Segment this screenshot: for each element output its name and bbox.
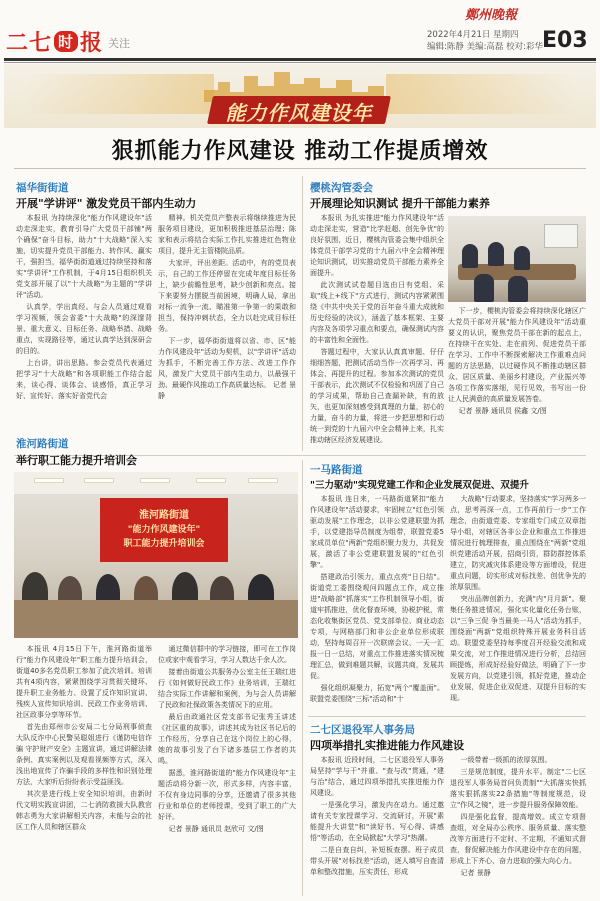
paragraph: 强化组织凝聚力，拓宽"两个"覆盖面"。联盟党委围绕"三标"活动和"十 [310,684,444,703]
photo-lamp [140,478,170,483]
screen-text-line2: "能力作风建设年" [127,525,201,535]
article-body-huaihe-col2 [158,644,296,896]
paragraph: 记者 景静 [460,869,491,877]
photo-ceiling [14,472,298,494]
paragraph: 一级带着一级抓的浓厚氛围。 [460,756,552,764]
photo-person [514,246,530,270]
article-title-fuhua: 开展"学讲评" 激发党员干部内生动力 [16,197,197,210]
photo-lamp [248,478,278,483]
paragraph: 首先由郑州市公安局二七分局刑事侦查大队反诈中心民警吴聪姐进行《谨防电信诈骗 守护财产安全》主题宣讲，通过讲解法律条例、真实案例以及观看视频等方式，深入浅出地宣传了诈骗手段的多样性和识别处理方法，大家听后纷纷表示受益匪浅。 [16,723,152,786]
paper-name-post: 报 [80,31,104,56]
column-divider [302,460,303,896]
paragraph: 此次测试试卷题目选由日有党组、采取"线上+线下"方式进行，测试内容紧紧围绕《中共中央关于党的百年奋斗重大成就和历史经验的决议》，涵盖了基本框架、主要内容及各项学习重点和要点，确保测试内容的丰富性和全面性。 [310,281,444,344]
paragraph: 通过微信群中的学习链接，即可在工作岗位或家中观看学习，学习人数达千余人次。 [158,645,296,664]
paragraph: 精神。机关党员产整表示将继续推进为民服务项目建设，更加积极推进基层治理；陈家和表示将结合实际工作扎实推进红色物业项目，提升无主管楼院品质。 [158,214,296,255]
paragraph: 接着由街道公共服务办公室主任王瑞红进行《如何做好民政工作》业务培训，王瑞红结合实际工作讲解和案例，为与会人员讲解了民政和社保政策各类情况下的应用。 [158,668,296,709]
photo-person [508,276,528,302]
article-body-fuhua-col1 [16,213,152,449]
section-label: 关注 [108,37,130,50]
paragraph: 四是强化监督，提高增效。成立专项督查组，对全局办公秩序、服务质量、落实整改等方面进行不定时、不定期，不通知式督查，督促解决能力作风建设中存在的问题，形成上下齐心、奋力进取的强大向心力。 [450,813,586,865]
photo-knowledge-test [448,216,586,302]
column-divider [302,176,303,451]
banner-decoration-right [386,74,576,114]
masthead-rule-thin [4,62,596,63]
paper-name [6,26,103,57]
photo-person [488,242,504,266]
paragraph: 一是强化学习，激发内在动力。通过邀请有关专家授课学习、交流研讨，开展"素能提升大讲堂"和"读好书、写心得、讲感悟"等活动，在全局掀起"大学习"热潮。 [310,801,444,842]
photo-screen [544,224,578,248]
screen-text-line1: 淮河路街道 [139,510,189,521]
article-title-yima: "三力驱动"实现党建工作和企业发展双促进、双提升 [310,480,529,491]
paragraph: 本报讯 4月15日下午，淮河路街道举行"能力作风建设年"职工能力提升培训会，街道40多名党员职工参加了此次培训。培训共有4项内容，紧紧围绕学习贯彻关键环、提升职工业务能力、设置了反诈知识宣讲、残疾人宣传知识培训、民政工作业务培训、社区政事分享等环节。 [16,645,152,719]
section-divider [308,716,586,717]
masthead [0,0,600,62]
paragraph: 其次是进行线上安全知识培训，由新时代文明实践宣讲团，二七消防救援大队教官韩志勇为大家讲解相关内容，未能与会的社区工作人员和辖区群众 [16,790,152,831]
paragraph: 据悉，淮河路街道的"能力作风建设年"主题活动将分新一次，形式多样，内容丰富，不仅有身边同事的分享，还邀请了很多其他行业和单位的老师授课，受到了职工的广大好评。 [158,769,296,821]
photo-person [474,274,494,302]
paragraph: 本报讯 连日来，一马路街道紧扣"能力作风建设年"活动要求，牢固树立"红色引领 驱动发展"工作理念，以非公党建联盟为抓手，以党建指导员制度为组带，联盟党委5家成员单位"两新"党组织聚力发力，共促发展，激活了非公党建联盟发展的"红色引擎"。 [310,495,444,569]
article-body-erqi-col1 [310,755,444,897]
screen-text-line3: 职工能力提升培训会 [123,539,205,549]
photo-lamp [34,478,64,483]
photo-lamp [196,478,226,483]
photo-projection-screen [100,498,228,562]
article-body-yima-col1 [310,494,444,712]
photo-training-meeting [14,472,298,638]
article-body-yingtao-col2 [448,306,586,449]
paper-name-badge: 时 [54,31,78,52]
paper-name-pre: 二七 [6,31,53,56]
paragraph: 答题过程中，大家认认真真审题、仔仔细细答题，把测试活动当作一次再学习、再体会、再提升的过程。参加本次测试的党员干部表示，此次测试不仅检验和巩固了自己的学习成果，帮助自己查漏补缺，有的放矢，也更加深刻感受到真理的力量，初心的力量，奋斗的力量，将进一步把思想和行动统一到党的十九届六中全会精神上来，扎实推动辖区经济发展建设。 [310,348,444,444]
paragraph: 最后由政通社区党支部书记张秀玉讲述《社区重的故事》，讲述其成为社区书记后的工作经历，分享自己在这个岗位上的心得，她的故事引发了台下诸多基层工作者的共鸣。 [158,713,296,765]
article-title-erqi: 四项举措扎实推进能力作风建设 [310,739,464,752]
paragraph: 下一步，樱桃沟管委会将持续深化辖区广大党员干部对开展"能力作风建设年"活动重要义的认识，聚焦党员干部在新的起点上，在持续干在实处、走在前列、促进党员干部在学习、工作中不断探索解决工作重难点问题的方法思路，以过硬作风不断推动辖区群众、居区质量、美丽乡村建设，产业振兴等各项工作落实落细，见行见效，书写出一份让人民满意的高质量发展答卷。 [448,307,586,403]
section-fuhua: 福华街街道 [16,182,69,194]
paragraph: 本报讯 为扎实推进"能力作风建设年"活动走深走实，营造"比学赶超、创先争优"的良好氛围，近日，樱桃沟管委会集中组织全体党员干部学习党的十九届六中全会精神理论知识测试，切实推动党员干部能力素养全面提升。 [310,214,444,277]
article-body-huaihe-col1 [16,644,152,896]
paragraph: 三是规范制度，提升水平。制定"二七区退役军人事务局首问负责制""大抓落实快抓落实狠抓落实22条措施"等制度规范，设立"作风之镜"，进一步提升服务保障效能。 [450,768,586,809]
photo-person [462,244,478,268]
section-erqi: 二七区退役军人事务局 [310,724,415,736]
page-headline: 狠抓能力作风建设 推动工作提质增效 [111,139,489,164]
banner-title: 能力作风建设年 [225,101,373,125]
section-huaihe: 淮河路街道 [16,438,69,450]
issue-date: 2022年4月21日 星期四 [427,30,519,40]
photo-lamp [84,478,114,483]
publisher-logo: 鄭州晚報 [465,8,518,23]
paragraph: 记者 景静 通讯员 侯鑫 文/图 [458,407,547,415]
section-yingtao: 樱桃沟管委会 [310,182,373,194]
paragraph: 大战略"行动要求，坚持落实"学习两多一点，思考再深一点，工作再前行一步"工作理念，由街道党委、专家组专门成立双章指导小组，对辖区各非公企业和重点工作推进情况进行梳理排查，重点围绕在"两新"党组织党建活动开展，招商引资，群防群控体系建立，防灾减灾体系建设等方面增设，促进重点问题，切实形成对标找差、创优争先的浓厚氛围。 [450,495,586,591]
page-number: E03 [542,28,588,53]
article-body-erqi-col2 [450,755,586,897]
campaign-banner [4,64,596,128]
paragraph: 下一步，福华街街道将以省、市、区"能力作风建设年"活动为契机，以"学讲评"活动为抓手，不断完善工作方法、改进工作作风，激发广大党员干部内生动力，以最强干劲、最硬作风推动工作高质量达标。 记者 景静 [158,337,296,400]
paragraph: 搭建政治引领力，重点点亮"日日结"。街道党工委围绕观问四题点工作，成立推进"战略部"抓落实"工作机制领导小组，街道牢抓推进，优化督查环境，协税护税，常态化收集街区党员、党支部单位、商业动态专项，与网格部门和非公企业单位形成联动，坚持每周召开一次联席会议、一天一汇报一日一总结，对重点工作推进落实情况梳理汇总，做到难题共解，议题共商，发展共促。 [310,573,444,680]
paragraph: 记者 景静 通讯员 赵欣可 文/图 [168,825,264,833]
paragraph: 突出品牌创新力，充满"内"月月新"。聚集任务推进情况，强化实化量化任务台账，以"三争三促 争当最美一马人"活动为抓手，围绕面"两新"党组织特殊开展业务科目活动。联盟党委坚持每季度召开经验交流和成果交流，对工作推进情况进行分析，总结回顾提炼，形成好经验好做法，明确了下一步发展方向，以党建引领，抓好党建，推动企业发展，促进企业双促进、双提升目标的实现。 [450,595,586,702]
photo-desk [14,600,298,638]
article-body-yima-col2 [450,494,586,712]
paragraph: 大家评，评出差距。活动中，有的党员表示，自己的工作还停留在完成年度目标任务上，缺少前瞻性思考，缺少创新和亮点。接下来要努力摆脱当前困境，明确人局，拿出对标一流争一流、瞄准第一争第一的果敢和担当，保持冲刺状态，全力以赴完成目标任务。 [158,259,296,333]
article-body-fuhua-col2 [158,213,296,449]
banner-decoration-left [24,74,214,114]
paragraph: 认真学，学出真经。与会人员通过观看学习视频，领会省委"十大战略"的深邃背景、重大意义、目标任务、战略举措、战略重点，实现路径等，通过认真学达到深研会的目的。 [16,303,152,355]
editor-credits: 编辑:陈静 美编:高磊 校对:彩华 [427,42,543,52]
paragraph: 上台讲，讲出思路。参会党员代表通过把学习"十大战略"和各项职能工作结合起来，谈心得、谈体会、谈感悟，真正学习好、宣传好、落实好省党代会 [16,359,152,400]
article-title-huaihe: 举行职工能力提升培训会 [16,454,137,467]
paragraph: 二是自查自纠，补短板查摆。班子成员带头开展"对标找差"活动，逐人填写自查清单和整改措施，压实责任，形成 [310,846,444,876]
paragraph: 本报讯 近段时间，二七区退役军人事务局坚持"学与干"并重、"查与改"贯通，"建与治"结合，通过四项举措扎实推进能力作风建设。 [310,756,444,797]
paragraph: 本报讯 为持续深化"能力作风建设年"活动走深走实，教育引导广大党员干部铺"两个确保"奋斗目标，助力"十大战略"深入实施，切实提升党员干部能力、转作风、赢实干，强担当，福华街街道通过持续坚持和落实"学讲评"工作机制，于4月15日组织机关党支部开展了以"十大战略"为主题的"学讲评"活动。 [16,214,152,299]
section-yima: 一马路街道 [310,464,363,476]
article-body-yingtao-col1 [310,213,444,449]
article-title-yingtao: 开展理论知识测试 提升干部能力素养 [310,197,490,210]
masthead-rule [4,58,596,61]
headline-rule [14,168,586,169]
